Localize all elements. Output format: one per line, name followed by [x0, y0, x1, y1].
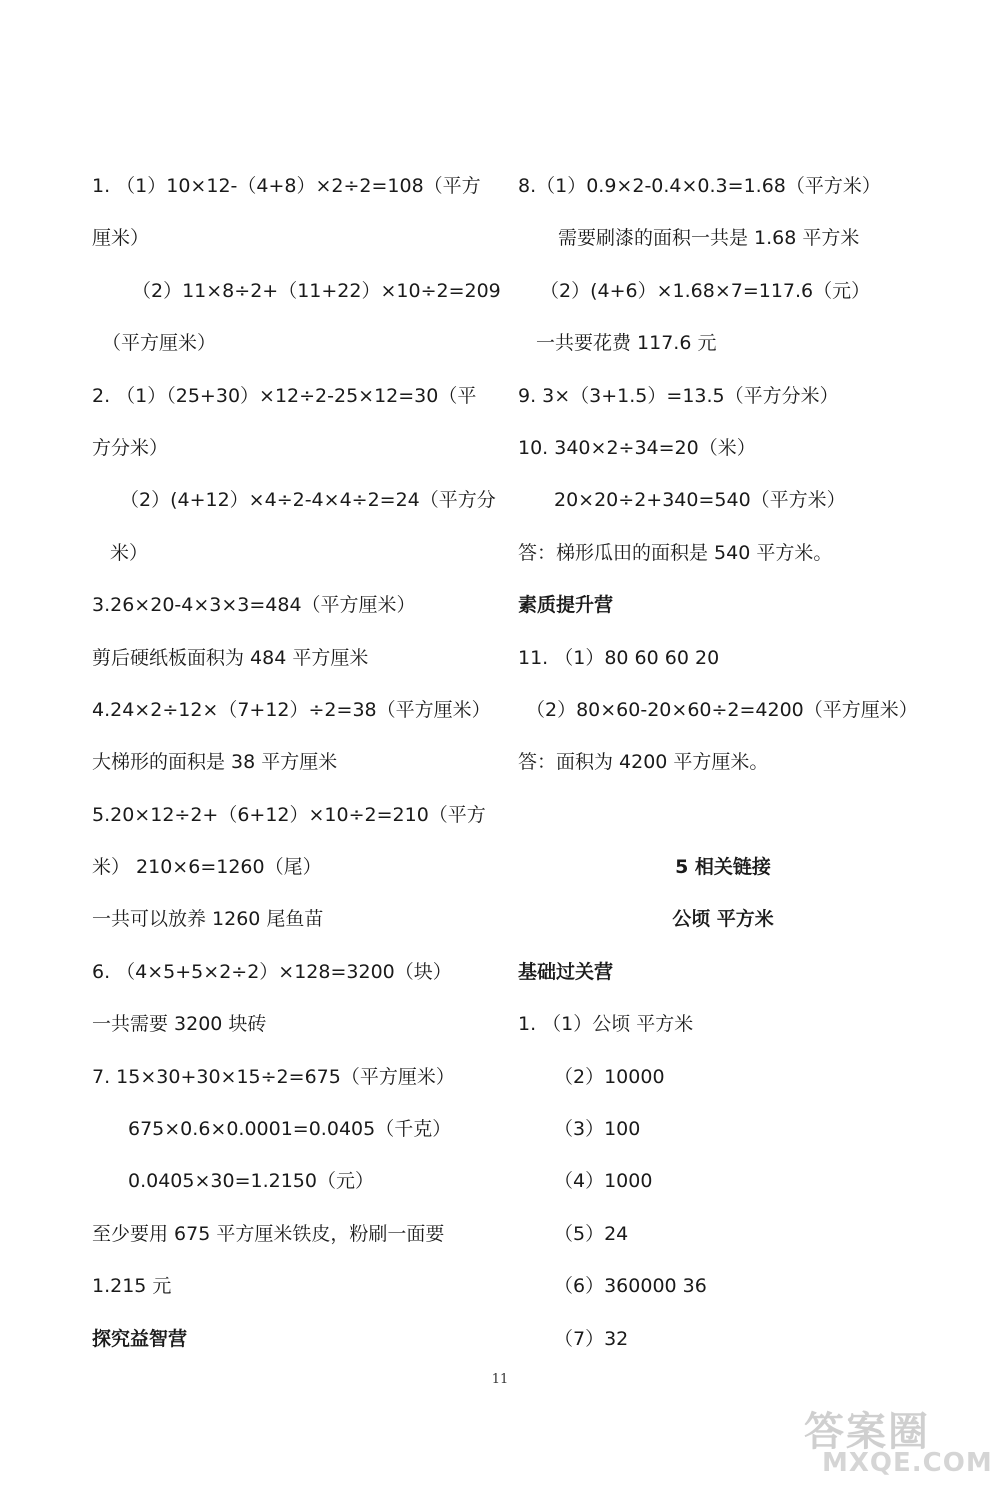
- left-column: [92, 160, 501, 1365]
- left-line-9: 剪后硬纸板面积为 484 平方厘米: [92, 646, 369, 669]
- left-line-21: 1.215 元: [92, 1275, 172, 1298]
- right-line-17: （2）10000: [554, 1065, 665, 1088]
- left-line-10: 4.24×2÷12×（7+12）÷2=38（平方厘米）: [92, 698, 491, 721]
- right-line-16: 1. （1）公顷 平方米: [518, 1013, 694, 1036]
- right-line-13: 5 相关链接: [675, 856, 771, 879]
- right-line-10: （2）80×60-20×60÷2=4200（平方厘米）: [526, 698, 918, 721]
- right-line-20: （5）24: [554, 1222, 629, 1245]
- watermark-main-text: 答案圈: [804, 1409, 930, 1455]
- left-line-3: （平方厘米）: [102, 332, 217, 355]
- left-line-5: 方分米）: [92, 436, 169, 459]
- watermark-logo: [798, 1398, 993, 1484]
- watermark-sub-text: MXQE.COM: [822, 1448, 993, 1478]
- right-line-9: 11. （1）80 60 60 20: [518, 646, 720, 669]
- left-line-19: 0.0405×30=1.2150（元）: [128, 1170, 374, 1193]
- right-line-12: [518, 789, 928, 841]
- left-line-22: 探究益智营: [92, 1327, 188, 1350]
- right-line-8: 素质提升营: [518, 594, 614, 617]
- left-line-20: 至少要用 675 平方厘米铁皮，粉刷一面要: [92, 1222, 445, 1245]
- right-line-19: （4）1000: [554, 1170, 653, 1193]
- right-line-2: （2）(4+6）×1.68×7=117.6（元）: [540, 279, 871, 302]
- left-line-17: 7. 15×30+30×15÷2=675（平方厘米）: [92, 1065, 455, 1088]
- right-line-18: （3）100: [554, 1118, 641, 1141]
- right-line-14: 公顷 平方米: [672, 908, 774, 931]
- left-line-14: 一共可以放养 1260 尾鱼苗: [92, 908, 324, 931]
- left-line-7: 米）: [110, 541, 149, 564]
- right-line-11: 答：面积为 4200 平方厘米。: [518, 751, 769, 774]
- page-number: 11: [491, 1372, 509, 1387]
- right-line-6: 20×20÷2+340=540（平方米）: [554, 489, 846, 512]
- right-line-21: （6）360000 36: [554, 1275, 707, 1298]
- right-line-1: 需要刷漆的面积一共是 1.68 平方米: [558, 227, 860, 250]
- right-column: [518, 160, 928, 1365]
- right-line-3: 一共要花费 117.6 元: [536, 332, 717, 355]
- right-line-5: 10. 340×2÷34=20（米）: [518, 436, 756, 459]
- left-line-6: （2）(4+12）×4÷2-4×4÷2=24（平方分: [120, 489, 496, 512]
- left-line-16: 一共需要 3200 块砖: [92, 1013, 267, 1036]
- left-line-18: 675×0.6×0.0001=0.0405（千克）: [128, 1118, 452, 1141]
- right-line-7: 答：梯形瓜田的面积是 540 平方米。: [518, 541, 833, 564]
- right-line-4: 9. 3×（3+1.5）=13.5（平方分米）: [518, 384, 839, 407]
- right-line-0: 8.（1）0.9×2-0.4×0.3=1.68（平方米）: [518, 175, 881, 197]
- right-line-15: 基础过关营: [518, 960, 614, 983]
- left-line-13: 米） 210×6=1260（尾）: [92, 856, 322, 879]
- left-line-1: 厘米）: [92, 227, 150, 250]
- left-line-2: （2）11×8÷2+（11+22）×10÷2=209: [132, 279, 501, 302]
- left-line-12: 5.20×12÷2+（6+12）×10÷2=210（平方: [92, 803, 486, 826]
- left-line-8: 3.26×20-4×3×3=484（平方厘米）: [92, 594, 416, 617]
- left-line-4: 2. （1）（25+30）×12÷2-25×12=30（平: [92, 384, 477, 407]
- right-line-22: （7）32: [554, 1327, 629, 1350]
- left-line-11: 大梯形的面积是 38 平方厘米: [92, 751, 338, 774]
- left-line-0: 1. （1）10×12-（4+8）×2÷2=108（平方: [92, 175, 481, 197]
- left-line-15: 6. （4×5+5×2÷2）×128=3200（块）: [92, 960, 452, 983]
